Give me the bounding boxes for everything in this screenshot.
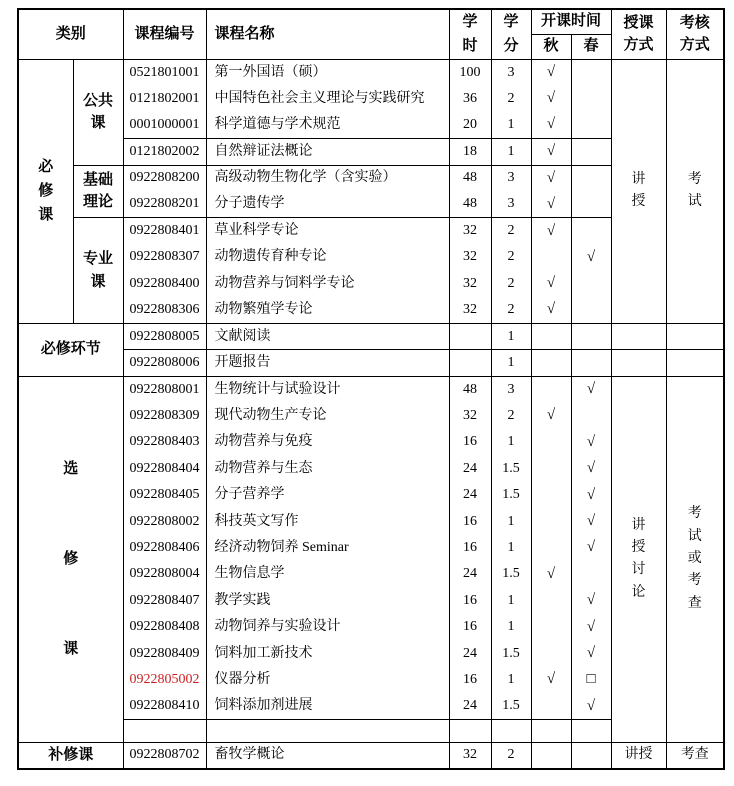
teaching-method-supplementary: 讲授	[611, 742, 666, 769]
hours-cell: 20	[449, 112, 491, 138]
credits-cell: 2	[491, 271, 531, 297]
spring-check	[571, 403, 611, 429]
col-header-course-name: 课程名称	[206, 9, 449, 59]
credits-cell: 1.5	[491, 641, 531, 667]
autumn-check	[531, 456, 571, 482]
credits-cell: 1	[491, 588, 531, 614]
hours-cell: 48	[449, 191, 491, 217]
credits-cell: 1.5	[491, 693, 531, 719]
credits-cell: 1	[491, 139, 531, 165]
curriculum-table	[17, 8, 725, 770]
credits-cell: 2	[491, 742, 531, 769]
course-code: 0922808401	[123, 218, 206, 244]
spring-check: √	[571, 244, 611, 270]
spring-check	[571, 165, 611, 191]
spring-check: √	[571, 508, 611, 534]
autumn-check	[531, 429, 571, 455]
credits-cell: 2	[491, 297, 531, 323]
col-header-class-hours	[449, 9, 491, 59]
course-code: 0922808404	[123, 456, 206, 482]
course-code: 0922808200	[123, 165, 206, 191]
credits-cell: 3	[491, 376, 531, 402]
hours-cell: 32	[449, 403, 491, 429]
teaching-method-elective	[611, 376, 666, 742]
autumn-check: √	[531, 112, 571, 138]
course-name: 饲料添加剂进展	[206, 693, 449, 719]
autumn-check	[531, 742, 571, 769]
hours-cell: 32	[449, 742, 491, 769]
course-code: 0922808400	[123, 271, 206, 297]
spring-check: √	[571, 482, 611, 508]
spring-check	[571, 561, 611, 587]
course-code: 0922808405	[123, 482, 206, 508]
course-code: 0001000001	[123, 112, 206, 138]
course-code: 0922808002	[123, 508, 206, 534]
teaching-method-cell	[611, 350, 666, 376]
course-name: 动物饲养与实验设计	[206, 614, 449, 640]
spring-check	[571, 350, 611, 376]
hours-cell: 16	[449, 667, 491, 693]
course-name: 高级动物生物化学（含实验）	[206, 165, 449, 191]
assessment-required	[666, 59, 724, 323]
subcategory-public	[73, 59, 123, 165]
hours-cell: 36	[449, 86, 491, 112]
course-name: 科学道德与学术规范	[206, 112, 449, 138]
hours-cell: 16	[449, 508, 491, 534]
credits-cell: 1	[491, 324, 531, 350]
autumn-check	[531, 641, 571, 667]
subcategory-professional-label: 专业课	[82, 251, 113, 290]
category-supplementary: 补修课	[18, 742, 123, 769]
course-name: 自然辩证法概论	[206, 139, 449, 165]
credits-cell: 3	[491, 191, 531, 217]
credits-cell: 1	[491, 429, 531, 455]
credits-cell: 1	[491, 112, 531, 138]
autumn-check: √	[531, 561, 571, 587]
course-name: 草业科学专论	[206, 218, 449, 244]
credits-cell: 3	[491, 165, 531, 191]
spring-check	[571, 218, 611, 244]
credits-cell: 1.5	[491, 456, 531, 482]
autumn-check	[531, 588, 571, 614]
hours-cell: 16	[449, 588, 491, 614]
category-required	[18, 59, 73, 323]
table-row	[18, 350, 724, 376]
course-name: 现代动物生产专论	[206, 403, 449, 429]
table-row	[18, 742, 724, 769]
hours-cell	[449, 324, 491, 350]
hours-cell: 100	[449, 59, 491, 85]
autumn-check	[531, 324, 571, 350]
credits-cell: 2	[491, 218, 531, 244]
autumn-check: √	[531, 271, 571, 297]
spring-check	[571, 720, 611, 742]
teaching-method-required	[611, 59, 666, 323]
teaching-method-cell	[611, 324, 666, 350]
spring-check: √	[571, 535, 611, 561]
hours-cell: 24	[449, 641, 491, 667]
credits-cell: 1	[491, 350, 531, 376]
category-elective-label: 选修课	[63, 461, 79, 658]
course-code: 0922808306	[123, 297, 206, 323]
course-code: 0922808702	[123, 742, 206, 769]
class-hours-label: 学时	[462, 14, 478, 55]
spring-check	[571, 86, 611, 112]
autumn-check: √	[531, 191, 571, 217]
course-name: 分子遗传学	[206, 191, 449, 217]
credits-cell: 2	[491, 244, 531, 270]
col-header-credits	[491, 9, 531, 59]
credits-cell: 1.5	[491, 482, 531, 508]
course-name: 动物营养与生态	[206, 456, 449, 482]
course-code: 0922808001	[123, 376, 206, 402]
category-required-steps: 必修环节	[18, 324, 123, 377]
credits-cell: 1	[491, 614, 531, 640]
course-code: 0121802001	[123, 86, 206, 112]
course-name: 畜牧学概论	[206, 742, 449, 769]
spring-check	[571, 324, 611, 350]
assessment-value: 考试或考查	[687, 506, 702, 611]
course-name: 生物统计与试验设计	[206, 376, 449, 402]
spring-box: □	[571, 667, 611, 693]
course-name: 教学实践	[206, 588, 449, 614]
col-header-teaching-method	[611, 9, 666, 59]
table-row	[18, 376, 724, 402]
header-row-1	[18, 9, 724, 35]
spring-check	[571, 742, 611, 769]
course-code: 0922808201	[123, 191, 206, 217]
course-code: 0922808409	[123, 641, 206, 667]
course-name: 动物遗传育种专论	[206, 244, 449, 270]
spring-check: √	[571, 614, 611, 640]
course-code: 0922808006	[123, 350, 206, 376]
hours-cell: 32	[449, 218, 491, 244]
credits-cell: 2	[491, 403, 531, 429]
autumn-check	[531, 720, 571, 742]
credits-cell: 1	[491, 535, 531, 561]
course-code: 0121802002	[123, 139, 206, 165]
assessment-value: 考试	[687, 172, 702, 210]
teaching-method-label: 授课方式	[623, 14, 654, 54]
autumn-check	[531, 482, 571, 508]
spring-check	[571, 59, 611, 85]
spring-check: √	[571, 641, 611, 667]
credits-cell: 1	[491, 667, 531, 693]
autumn-check	[531, 508, 571, 534]
hours-cell: 24	[449, 456, 491, 482]
hours-cell: 16	[449, 614, 491, 640]
course-name: 动物营养与免疫	[206, 429, 449, 455]
spring-check	[571, 112, 611, 138]
credits-cell: 1.5	[491, 561, 531, 587]
course-code: 0922808309	[123, 403, 206, 429]
course-code: 0922808005	[123, 324, 206, 350]
teaching-method-value: 讲授	[631, 172, 646, 210]
hours-cell: 48	[449, 376, 491, 402]
autumn-check: √	[531, 165, 571, 191]
autumn-check: √	[531, 403, 571, 429]
assessment-cell	[666, 324, 724, 350]
course-code: 0922808307	[123, 244, 206, 270]
credits-cell	[491, 720, 531, 742]
course-code: 0922808408	[123, 614, 206, 640]
spring-check: √	[571, 588, 611, 614]
subcategory-basic-theory	[73, 165, 123, 218]
subcategory-basic-theory-label: 基础理论	[82, 171, 113, 211]
credits-cell: 2	[491, 86, 531, 112]
course-name: 经济动物饲养 Seminar	[206, 535, 449, 561]
hours-cell: 18	[449, 139, 491, 165]
spring-check	[571, 139, 611, 165]
col-header-autumn: 秋	[531, 35, 571, 60]
category-required-label: 必修课	[38, 159, 54, 224]
credits-cell: 3	[491, 59, 531, 85]
autumn-check: √	[531, 297, 571, 323]
hours-cell: 48	[449, 165, 491, 191]
autumn-check: √	[531, 139, 571, 165]
course-name: 科技英文写作	[206, 508, 449, 534]
course-code: 0922808407	[123, 588, 206, 614]
teaching-method-value: 讲授讨论	[631, 517, 646, 600]
assessment-method-label: 考核方式	[679, 14, 710, 54]
course-code: 0922808004	[123, 561, 206, 587]
col-header-category: 类别	[18, 9, 123, 59]
table-row	[18, 59, 724, 85]
assessment-supplementary: 考查	[666, 742, 724, 769]
credits-cell: 1	[491, 508, 531, 534]
category-elective	[18, 376, 123, 742]
hours-cell: 32	[449, 244, 491, 270]
assessment-cell	[666, 350, 724, 376]
subcategory-public-label: 公共课	[82, 92, 113, 132]
course-code-highlighted: 0922805002	[123, 667, 206, 693]
spring-check: √	[571, 429, 611, 455]
curriculum-sheet	[17, 8, 725, 770]
course-name: 中国特色社会主义理论与实践研究	[206, 86, 449, 112]
course-name: 动物营养与饲料学专论	[206, 271, 449, 297]
hours-cell	[449, 720, 491, 742]
course-name: 分子营养学	[206, 482, 449, 508]
course-code: 0922808410	[123, 693, 206, 719]
spring-check	[571, 297, 611, 323]
autumn-check	[531, 244, 571, 270]
col-header-spring: 春	[571, 35, 611, 60]
course-code: 0922808403	[123, 429, 206, 455]
credits-label: 学分	[503, 14, 519, 55]
col-header-assessment-method	[666, 9, 724, 59]
hours-cell: 24	[449, 693, 491, 719]
autumn-check	[531, 350, 571, 376]
spring-check	[571, 271, 611, 297]
subcategory-professional	[73, 218, 123, 324]
hours-cell: 16	[449, 535, 491, 561]
hours-cell	[449, 350, 491, 376]
spring-check: √	[571, 376, 611, 402]
autumn-check: √	[531, 86, 571, 112]
autumn-check	[531, 614, 571, 640]
course-name: 生物信息学	[206, 561, 449, 587]
autumn-check	[531, 376, 571, 402]
col-header-course-code: 课程编号	[123, 9, 206, 59]
course-code	[123, 720, 206, 742]
autumn-check: √	[531, 667, 571, 693]
assessment-elective	[666, 376, 724, 742]
spring-check	[571, 191, 611, 217]
course-name: 仪器分析	[206, 667, 449, 693]
spring-check: √	[571, 456, 611, 482]
autumn-check: √	[531, 218, 571, 244]
hours-cell: 24	[449, 482, 491, 508]
course-code: 0521801001	[123, 59, 206, 85]
autumn-check: √	[531, 59, 571, 85]
hours-cell: 24	[449, 561, 491, 587]
autumn-check	[531, 693, 571, 719]
col-header-semester: 开课时间	[531, 9, 611, 35]
autumn-check	[531, 535, 571, 561]
course-name: 动物繁殖学专论	[206, 297, 449, 323]
course-name: 文献阅读	[206, 324, 449, 350]
hours-cell: 32	[449, 271, 491, 297]
course-name	[206, 720, 449, 742]
course-name: 第一外国语（硕）	[206, 59, 449, 85]
table-row	[18, 324, 724, 350]
spring-check: √	[571, 693, 611, 719]
course-name: 饲料加工新技术	[206, 641, 449, 667]
hours-cell: 16	[449, 429, 491, 455]
course-code: 0922808406	[123, 535, 206, 561]
course-name: 开题报告	[206, 350, 449, 376]
hours-cell: 32	[449, 297, 491, 323]
